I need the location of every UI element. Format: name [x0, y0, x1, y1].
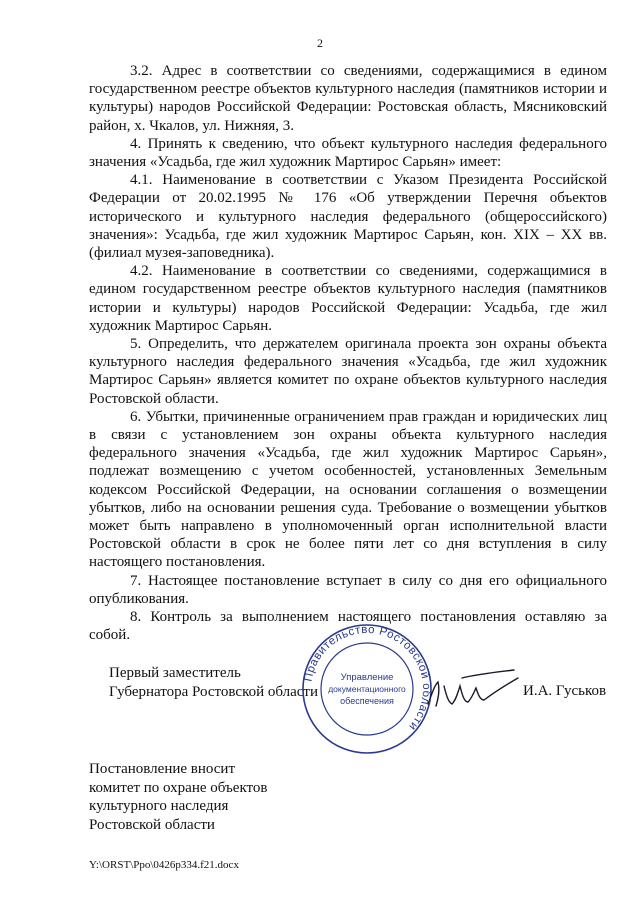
signer-title-line-2: Губернатора Ростовской области	[109, 684, 319, 700]
handwritten-signature	[418, 664, 522, 716]
stamp-outer-text: Правительство Ростовской области	[302, 623, 433, 733]
paragraph-5: 5. Определить, что держателем оригинала проекта зон охраны объекта культурного наследия федерального значения «Усадьба, где жил художник Мартирос Сарьян» является комитет по охране объектов культурного наследия Ростовской области.	[89, 336, 607, 407]
signature-block	[89, 622, 607, 742]
document-body	[89, 62, 607, 645]
paragraph-4-2: 4.2. Наименование в соответствии со сведениями, содержащимися в едином государственном реестре объектов культурного наследия (памятников истории и культуры) народов Российской Федерации: Усадьба, где жил художник Мартирос Сарьян.	[89, 263, 607, 334]
submitted-by-line-3: культурного наследия	[89, 798, 229, 814]
submitted-by-block	[89, 760, 267, 834]
signer-name: И.А. Гуськов	[523, 683, 607, 699]
stamp-inner-line-1: Управление	[340, 672, 394, 683]
stamp-inner-line-3: обеспечения	[340, 696, 394, 706]
official-stamp	[300, 622, 434, 756]
paragraph-3-2: 3.2. Адрес в соответствии со сведениями, содержащимися в едином государственном реестре объектов культурного наследия (памятников истории и культуры) народов Российской Федерации: Ростовская область, Мясниковский район, х. Чкалов, ул. Нижняя, 3.	[89, 63, 607, 134]
file-path-footer: Y:\ORST\Ppo\0426p334.f21.docx	[89, 859, 239, 871]
signer-title-line-1: Первый заместитель	[109, 665, 241, 681]
page-number: 2	[317, 36, 323, 50]
stamp-inner-line-2: документационного	[328, 684, 406, 694]
submitted-by-line-2: комитет по охране объектов	[89, 779, 268, 796]
paragraph-6: 6. Убытки, причиненные ограничением прав граждан и юридических лиц в связи с установлением зон охраны объекта культурного наследия федерального значения «Усадьба, где жил художник Мартирос Сарьян», подлежат возмещению с учетом особенностей, установленных Земельным кодексом Российской Федерации, на основании соглашения о возмещении убытков, либо на основании решения суда. Требование о возмещении убытков может быть направлено в уполномоченный орган исполнительной власти Ростовской области в срок не более пяти лет со дня вступления в силу настоящего постановления.	[89, 408, 607, 571]
submitted-by-line-4: Ростовской области	[89, 816, 215, 833]
paragraph-4: 4. Принять к сведению, что объект культурного наследия федерального значения «Усадьба, где жил художник Мартирос Сарьян» имеет:	[89, 135, 607, 171]
submitted-by-line-1: Постановление вносит	[89, 761, 236, 777]
paragraph-4-1: 4.1. Наименование в соответствии с Указом Президента Российской Федерации от 20.02.1995 № 176 «Об утверждении Перечня объектов исторического и культурного наследия федерального (общероссийского) значения»: Усадьба, где жил художник Мартирос Сарьян, кон. XIX – XX вв. (филиал музея-заповедника).	[89, 172, 607, 262]
paragraph-8: 8. Контроль за выполнением настоящего постановления оставляю за собой.	[89, 609, 607, 644]
signer-title	[109, 664, 318, 702]
paragraph-7: 7. Настоящее постановление вступает в силу со дня его официального опубликования.	[89, 572, 607, 607]
